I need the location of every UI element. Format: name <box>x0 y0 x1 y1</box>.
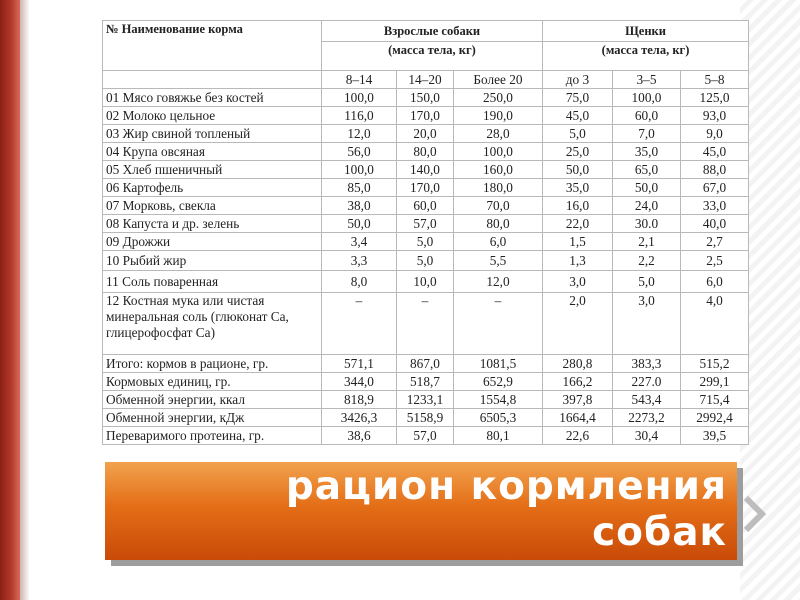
value-cell: 12,0 <box>322 125 397 143</box>
value-cell: 8,0 <box>322 271 397 293</box>
value-cell: 160,0 <box>454 161 543 179</box>
value-cell: 2,2 <box>613 251 681 271</box>
header-puppy-weight: (масса тела, кг) <box>543 42 749 71</box>
chevron-right-icon[interactable] <box>740 494 768 534</box>
value-cell: 715,4 <box>681 391 749 409</box>
feed-name-cell: 12 Костная мука или чистая минеральная соль (глюконат Са, глицерофосфат Са) <box>103 293 322 355</box>
value-cell: 25,0 <box>543 143 613 161</box>
value-cell: 9,0 <box>681 125 749 143</box>
value-cell: 2,5 <box>681 251 749 271</box>
value-cell: 6505,3 <box>454 409 543 427</box>
value-cell: 100,0 <box>322 161 397 179</box>
value-cell: 75,0 <box>543 89 613 107</box>
value-cell: 22,6 <box>543 427 613 445</box>
value-cell: 1081,5 <box>454 355 543 373</box>
value-cell: 1,5 <box>543 233 613 251</box>
table-row <box>103 161 749 179</box>
value-cell: – <box>397 293 454 355</box>
value-cell: 10,0 <box>397 271 454 293</box>
value-cell: 299,1 <box>681 373 749 391</box>
value-cell: 30,4 <box>613 427 681 445</box>
feed-name-cell: 10 Рыбий жир <box>103 251 322 271</box>
feed-name-cell: 05 Хлеб пшеничный <box>103 161 322 179</box>
value-cell: 39,5 <box>681 427 749 445</box>
value-cell: 80,0 <box>397 143 454 161</box>
feed-name-cell: 06 Картофель <box>103 179 322 197</box>
value-cell: 166,2 <box>543 373 613 391</box>
table-row <box>103 233 749 251</box>
value-cell: 2,1 <box>613 233 681 251</box>
value-cell: 100,0 <box>454 143 543 161</box>
value-cell: 7,0 <box>613 125 681 143</box>
value-cell: 170,0 <box>397 107 454 125</box>
value-cell: 60,0 <box>397 197 454 215</box>
feed-name-cell: 08 Капуста и др. зелень <box>103 215 322 233</box>
feed-name-cell: Итого: кормов в рационе, гр. <box>103 355 322 373</box>
feed-name-cell: Кормовых единиц, гр. <box>103 373 322 391</box>
table-row <box>103 89 749 107</box>
value-cell: 6,0 <box>681 271 749 293</box>
header-adult-weight: (масса тела, кг) <box>322 42 543 71</box>
feed-name-cell: Переваримого протеина, гр. <box>103 427 322 445</box>
weight-range-cell: 8–14 <box>322 71 397 89</box>
value-cell: 22,0 <box>543 215 613 233</box>
feed-name-cell: 02 Молоко цельное <box>103 107 322 125</box>
value-cell: 571,1 <box>322 355 397 373</box>
table-row <box>103 179 749 197</box>
value-cell: 1233,1 <box>397 391 454 409</box>
value-cell: 344,0 <box>322 373 397 391</box>
value-cell: 3,0 <box>613 293 681 355</box>
weight-range-cell: до 3 <box>543 71 613 89</box>
value-cell: 250,0 <box>454 89 543 107</box>
value-cell: 28,0 <box>454 125 543 143</box>
feed-name-cell: 03 Жир свиной топленый <box>103 125 322 143</box>
value-cell: 6,0 <box>454 233 543 251</box>
value-cell: 100,0 <box>613 89 681 107</box>
left-accent-shadow <box>20 0 30 600</box>
value-cell: 280,8 <box>543 355 613 373</box>
weight-range-row <box>103 71 749 89</box>
value-cell: 2992,4 <box>681 409 749 427</box>
value-cell: 180,0 <box>454 179 543 197</box>
weight-range-cell: Более 20 <box>454 71 543 89</box>
value-cell: 2,0 <box>543 293 613 355</box>
value-cell: 5,5 <box>454 251 543 271</box>
value-cell: 518,7 <box>397 373 454 391</box>
value-cell: 70,0 <box>454 197 543 215</box>
value-cell: 1664,4 <box>543 409 613 427</box>
table-row <box>103 215 749 233</box>
value-cell: 818,9 <box>322 391 397 409</box>
value-cell: 40,0 <box>681 215 749 233</box>
header-adult-dogs: Взрослые собаки <box>322 21 543 42</box>
value-cell: 88,0 <box>681 161 749 179</box>
value-cell: 30.0 <box>613 215 681 233</box>
value-cell: 50,0 <box>322 215 397 233</box>
feed-name-cell: 07 Морковь, свекла <box>103 197 322 215</box>
value-cell: 38,0 <box>322 197 397 215</box>
value-cell: 3426,3 <box>322 409 397 427</box>
feed-name-cell: 01 Мясо говяжье без костей <box>103 89 322 107</box>
value-cell: 4,0 <box>681 293 749 355</box>
value-cell: 190,0 <box>454 107 543 125</box>
value-cell: 140,0 <box>397 161 454 179</box>
value-cell: 5158,9 <box>397 409 454 427</box>
value-cell: 85,0 <box>322 179 397 197</box>
value-cell: 5,0 <box>543 125 613 143</box>
value-cell: 57,0 <box>397 427 454 445</box>
weight-range-cell: 5–8 <box>681 71 749 89</box>
table-row <box>103 271 749 293</box>
table-row <box>103 107 749 125</box>
value-cell: 67,0 <box>681 179 749 197</box>
value-cell: 125,0 <box>681 89 749 107</box>
value-cell: 38,6 <box>322 427 397 445</box>
value-cell: 80,0 <box>454 215 543 233</box>
value-cell: – <box>454 293 543 355</box>
weight-range-empty-cell <box>103 71 322 89</box>
value-cell: 57,0 <box>397 215 454 233</box>
value-cell: 33,0 <box>681 197 749 215</box>
value-cell: 35,0 <box>613 143 681 161</box>
dog-ration-table-wrapper <box>102 20 748 445</box>
table-row <box>103 251 749 271</box>
value-cell: 867,0 <box>397 355 454 373</box>
table-row <box>103 125 749 143</box>
value-cell: 80,1 <box>454 427 543 445</box>
table-row <box>103 409 749 427</box>
value-cell: 383,3 <box>613 355 681 373</box>
value-cell: – <box>322 293 397 355</box>
table-row <box>103 355 749 373</box>
value-cell: 543,4 <box>613 391 681 409</box>
value-cell: 170,0 <box>397 179 454 197</box>
value-cell: 515,2 <box>681 355 749 373</box>
value-cell: 12,0 <box>454 271 543 293</box>
weight-range-cell: 14–20 <box>397 71 454 89</box>
value-cell: 45,0 <box>681 143 749 161</box>
table-row <box>103 293 749 355</box>
value-cell: 45,0 <box>543 107 613 125</box>
slide-title <box>286 464 727 556</box>
value-cell: 397,8 <box>543 391 613 409</box>
value-cell: 35,0 <box>543 179 613 197</box>
value-cell: 50,0 <box>613 179 681 197</box>
table-row <box>103 427 749 445</box>
value-cell: 60,0 <box>613 107 681 125</box>
value-cell: 150,0 <box>397 89 454 107</box>
title-banner <box>105 462 737 560</box>
table-row <box>103 143 749 161</box>
header-puppies: Щенки <box>543 21 749 42</box>
value-cell: 116,0 <box>322 107 397 125</box>
value-cell: 3,4 <box>322 233 397 251</box>
value-cell: 56,0 <box>322 143 397 161</box>
value-cell: 2,7 <box>681 233 749 251</box>
table-row <box>103 391 749 409</box>
slide-title-line-1: рацион кормления <box>285 464 727 509</box>
value-cell: 652,9 <box>454 373 543 391</box>
weight-range-cell: 3–5 <box>613 71 681 89</box>
value-cell: 24,0 <box>613 197 681 215</box>
value-cell: 50,0 <box>543 161 613 179</box>
feed-name-cell: 11 Соль поваренная <box>103 271 322 293</box>
feed-name-cell: Обменной энергии, кДж <box>103 409 322 427</box>
value-cell: 20,0 <box>397 125 454 143</box>
value-cell: 227.0 <box>613 373 681 391</box>
slide-title-line-2: собак <box>592 510 727 555</box>
table-row <box>103 373 749 391</box>
value-cell: 93,0 <box>681 107 749 125</box>
header-feed-name: № Наименование корма <box>103 21 322 71</box>
table-row <box>103 197 749 215</box>
value-cell: 5,0 <box>397 233 454 251</box>
value-cell: 65,0 <box>613 161 681 179</box>
value-cell: 2273,2 <box>613 409 681 427</box>
feed-name-cell: 04 Крупа овсяная <box>103 143 322 161</box>
value-cell: 5,0 <box>397 251 454 271</box>
value-cell: 16,0 <box>543 197 613 215</box>
dog-ration-table <box>102 20 749 445</box>
feed-name-cell: 09 Дрожжи <box>103 233 322 251</box>
value-cell: 1554,8 <box>454 391 543 409</box>
value-cell: 1,3 <box>543 251 613 271</box>
value-cell: 3,3 <box>322 251 397 271</box>
feed-name-cell: Обменной энергии, ккал <box>103 391 322 409</box>
value-cell: 3,0 <box>543 271 613 293</box>
value-cell: 5,0 <box>613 271 681 293</box>
value-cell: 100,0 <box>322 89 397 107</box>
left-accent-bar <box>0 0 20 600</box>
